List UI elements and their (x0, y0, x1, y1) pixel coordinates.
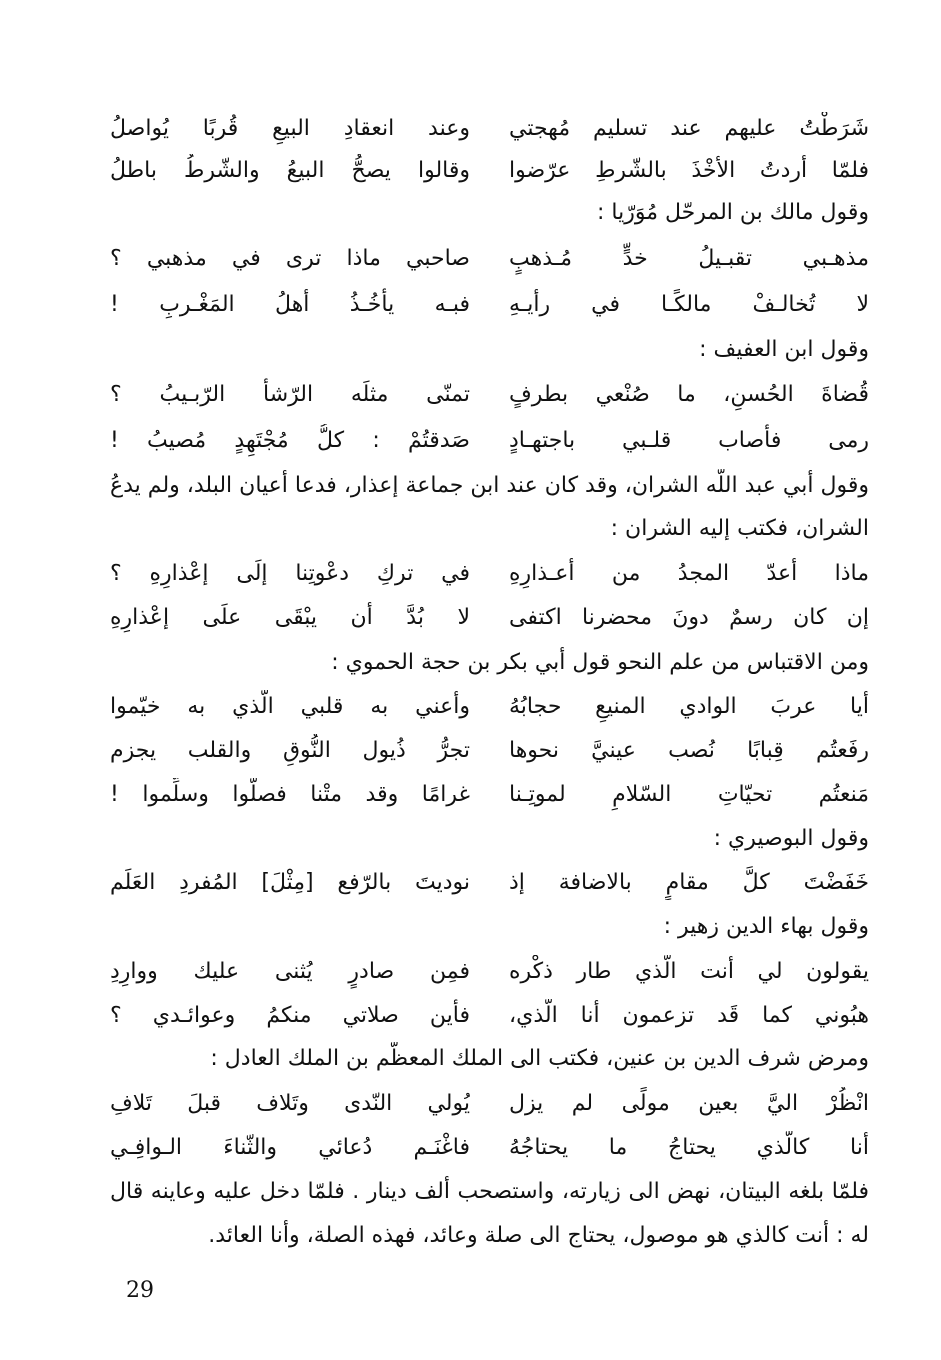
verse-line (110, 378, 869, 412)
verse-first-hemistich: قُضاةَ الحُسنِ، ما صُنْعي بطرفٍ (509, 382, 869, 407)
prose-line: وقول مالك بن المرحّل مُوَرّيا : (596, 200, 869, 225)
verse-line (110, 955, 869, 989)
verse-line (110, 999, 869, 1033)
verse-line (110, 112, 869, 146)
verse-first-hemistich: ماذا أعدّ المجدُ من أعـذارِهِ (509, 561, 869, 586)
verse-second-hemistich: يُولي النّدى وتَلاف قبلَ تَلافِ (110, 1091, 470, 1116)
verse-line (110, 734, 869, 768)
verse-first-hemistich: يقولون لي أنت الّذي طار ذكْره (509, 959, 869, 984)
verse-line (110, 778, 869, 812)
verse-second-hemistich: وعند انعقادِ البيعِ قُربًا يُواصلُ (110, 116, 470, 141)
verse-second-hemistich: نوديتَ بالرّفع [مِثْلَ] المُفردِ العَلَم (110, 870, 470, 895)
verse-second-hemistich: فاغْنَـم دُعائي والثّناءَ الـوافِـي (110, 1135, 470, 1160)
verse-second-hemistich: وقالوا يصحُّ البيعُ والشّرطُ باطلُ (110, 158, 470, 183)
prose-line: الشران، فكتب إليه الشران : (610, 516, 869, 541)
verse-second-hemistich: تجرُّ ذُيول النُّوقِ والقلب يجزم (110, 738, 470, 763)
verse-second-hemistich: فأين صلاتي منكمُ وعوائـدي ؟ (110, 1003, 470, 1028)
verse-first-hemistich: شَرَطْتُ عليهم عند تسليم مُهجتي (509, 116, 869, 141)
prose-line: وقول ابن العفيف : (699, 337, 869, 362)
verse-second-hemistich: فبـه يأخُـذُ أهلُ المَغْـربِ ! (110, 292, 470, 317)
verse-line (110, 557, 869, 591)
verse-first-hemistich: لا تُخالـفْ مالكًـا في رأيـهِ (509, 292, 869, 317)
verse-line (110, 242, 869, 276)
prose-line: وقول أبي عبد اللّه الشران، وقد كان عند ابن جماعة إعذار، فدعا أعيان البلد، ولم يدعُ (110, 473, 869, 498)
verse-line (110, 424, 869, 458)
prose-line: وقول بهاء الدين زهير : (663, 914, 869, 939)
verse-second-hemistich: تمنّى مثلَه الرّشأُ الرّبـيبُ ؟ (110, 382, 470, 407)
verse-first-hemistich: خَفَضْتَ كلَّ مقامٍ بالاضافة إذ (509, 870, 869, 895)
prose-line: ومن الاقتباس من علم النحو قول أبي بكر بن حجة الحموي : (331, 650, 869, 675)
verse-second-hemistich: في تركِ دعْوتِنا إلَى إعْذارِهِ ؟ (110, 561, 470, 586)
verse-second-hemistich: صاحبي ماذا ترى في مذهبي ؟ (110, 246, 470, 271)
verse-first-hemistich: انْظُرْ اليَّ بعين مولًى لم يزل (509, 1091, 869, 1116)
verse-line (110, 154, 869, 188)
verse-first-hemistich: هبُوني كما قَد تزعمون أنا الّذي، (509, 1003, 869, 1028)
verse-first-hemistich: رفَعتُم قِبابًا نُصب عينيَّ نحوها (509, 738, 869, 763)
verse-first-hemistich: أيا عربَ الوادي المنيعِ حجابُهُ (509, 694, 869, 719)
verse-second-hemistich: لا بُدَّ أن يبْقَى علَى إعْذارِهِ (110, 605, 470, 630)
verse-first-hemistich: مَنعتُم تحيّاتِ السّلامِ لموتِـنا (509, 782, 869, 807)
verse-second-hemistich: غرامًا وقد متْنا فصلُّوا وسلِّموا ! (110, 782, 470, 807)
verse-line (110, 690, 869, 724)
prose-line: وقول البوصيري : (713, 826, 869, 851)
prose-line: فلمّا بلغه البيتان، نهض الى زيارته، واستصحب ألف دينار . فلمّا دخل عليه وعاينه قال (110, 1179, 869, 1204)
verse-line (110, 288, 869, 322)
page-number: 29 (126, 1278, 154, 1303)
prose-line: ومرض شرف الدين بن عنين، فكتب الى الملك المعظّم بن الملك العادل : (210, 1046, 869, 1071)
verse-line (110, 1087, 869, 1121)
verse-first-hemistich: رمى فأصاب قلـبي باجتهـادٍ (509, 428, 869, 453)
verse-second-hemistich: فمِن صادرٍ يُثنى عليك ووارِدِ (110, 959, 470, 984)
verse-first-hemistich: مذهـبي تقبـيلُ خدٍّ مُـذهبٍ (509, 246, 869, 271)
prose-line: له : أنت كالذي هو موصول، يحتاج الى صلة وعائد، فهذه الصلة، وأنا العائد. (208, 1223, 869, 1248)
verse-line (110, 866, 869, 900)
verse-line (110, 601, 869, 635)
verse-second-hemistich: صَدقتُمْ : كلُّ مُجْتَهِدٍ مُصيبُ ! (110, 428, 470, 453)
verse-first-hemistich: إن كان رسمٌ دونَ محضرنا اكتفى (509, 605, 869, 630)
verse-second-hemistich: وأعني به قلبي الّذي به خيّموا (110, 694, 470, 719)
verse-line (110, 1131, 869, 1165)
verse-first-hemistich: فلمّا أردتُ الأخْذَ بالشّرطِ عرّضوا (509, 158, 869, 183)
verse-first-hemistich: أنا كالّذي يحتاجُ ما يحتاجُهُ (509, 1135, 869, 1160)
